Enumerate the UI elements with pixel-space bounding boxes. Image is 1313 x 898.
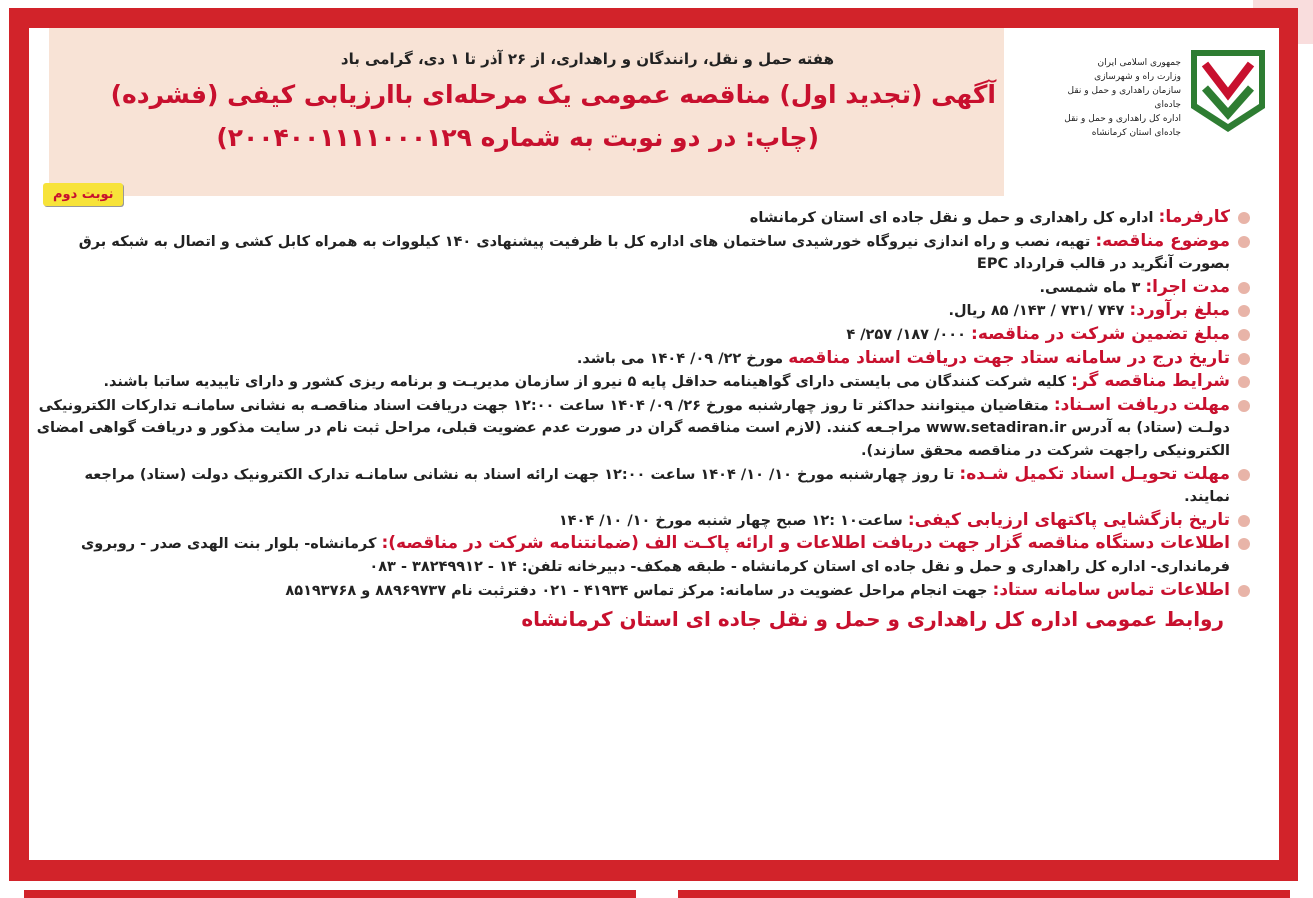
detail-label: مدت اجرا: — [1145, 276, 1230, 297]
org-line: جمهوری اسلامی ایران — [1097, 58, 1181, 68]
bullet-icon — [1238, 236, 1250, 248]
bullet-icon — [1238, 515, 1250, 527]
detail-value: جهت انجام مراحل عضویت در سامانه: مرکز تماس ۴۱۹۳۴ - ۰۲۱ دفترثبت نام ۸۸۹۶۹۷۳۷ و ۸۵۱۹۳۷۶۸ — [285, 582, 988, 599]
detail-value: مورخ ۲۲/ ۰۹/ ۱۴۰۴ می باشد. — [576, 350, 784, 367]
bullet-icon — [1238, 400, 1250, 412]
bullet-icon — [1238, 282, 1250, 294]
public-relations-signature: روابط عمومی اداره کل راهداری و حمل و نقل جاده ای استان کرمانشاه — [521, 607, 1224, 632]
bullet-icon — [1238, 376, 1250, 388]
org-line: وزارت راه و شهرسازی — [1094, 72, 1181, 82]
bullet-icon — [1238, 329, 1250, 341]
detail-value: تا روز چهارشنبه مورخ ۱۰/ ۱۰/ ۱۴۰۴ ساعت ۱۲:۰۰ جهت ارائه اسناد به نشانی سامانـه تدارک الکترونیک دولت (ستاد) مراجعه نمایند. — [84, 466, 1230, 506]
week-greeting: هفته حمل و نقل، رانندگان و راهداری، از ۲۶ آذر تا ۱ دی، گرامی باد — [340, 50, 834, 68]
detail-label: شرایط مناقصه گر: — [1071, 371, 1230, 392]
bullet-icon — [1238, 353, 1250, 365]
bullet-icon — [1238, 305, 1250, 317]
detail-label: تاریخ درج در سامانه ستاد جهت دریافت اسناد مناقصه — [788, 347, 1230, 368]
detail-guarantee — [34, 323, 1254, 347]
detail-contact-info — [34, 532, 1254, 578]
org-line: سازمان راهداری و حمل و نقل جاده‌ای — [1067, 86, 1181, 110]
detail-label: اطلاعات دستگاه مناقصه گزار جهت دریافت اطلاعات و ارائه پاکـت الف (ضمانتنامه شرکت در مناقصه): — [381, 533, 1230, 554]
organization-names — [1051, 56, 1181, 140]
detail-document-deadline — [34, 394, 1254, 463]
detail-publish-date — [34, 347, 1254, 371]
detail-label: تاریخ بازگشایی پاکتهای ارزیابی کیفی: — [907, 509, 1230, 530]
detail-submission-deadline — [34, 463, 1254, 509]
detail-subject — [34, 230, 1254, 276]
ad-title: آگهی (تجدید اول) مناقصه عمومی یک مرحله‌ای باارزیابی کیفی (فشرده) — [110, 80, 996, 109]
tender-details — [34, 206, 1254, 631]
detail-label: اطلاعات تماس سامانه ستاد: — [992, 579, 1230, 600]
print-number: (چاپ: در دو نوبت به شماره ۲۰۰۴۰۰۱۱۱۱۰۰۰۱۲۹) — [216, 123, 819, 152]
detail-label: کارفرما: — [1158, 207, 1230, 227]
ministry-logo-icon — [1187, 48, 1269, 134]
detail-value: ۰۰۰/ ۱۸۷/ ۲۵۷/ ۴ — [846, 326, 966, 343]
detail-estimate — [34, 299, 1254, 323]
detail-label: مهلت دریافت اسـناد: — [1053, 394, 1230, 415]
bullet-icon — [1238, 212, 1250, 224]
org-line: اداره کل راهداری و حمل و نقل جاده‌ای استان کرمانشاه — [1064, 114, 1181, 138]
detail-value: تهیه، نصب و راه اندازی نیروگاه خورشیدی ساختمان های اداره کل با ظرفیت پیشنهادی ۱۴۰ کیلووات به همراه کابل کشی و اتصال به شبکه برق بصورت آنگرید در قالب قرارداد EPC — [78, 233, 1230, 273]
detail-value: ساعت۱۰ :۱۲ صبح چهار شنبه مورخ ۱۰/ ۱۰/ ۱۴۰۴ — [558, 512, 903, 529]
header-box — [49, 28, 1004, 196]
detail-label: مهلت تحویـل اسناد تکمیل شـده: — [959, 463, 1230, 484]
detail-value: ۷۴۷ /۷۳۱ / ۱۴۳/ ۸۵ ریال. — [948, 303, 1125, 320]
detail-employer — [34, 206, 1254, 230]
second-round-badge: نوبت دوم — [43, 183, 123, 206]
bottom-divider-left — [24, 890, 636, 898]
detail-value: ۳ ماه شمسی. — [1039, 279, 1141, 296]
bullet-icon — [1238, 469, 1250, 481]
detail-label: موضوع مناقصه: — [1095, 230, 1230, 251]
detail-label: مبلغ تضمین شرکت در مناقصه: — [971, 323, 1230, 344]
detail-value: متقاضیان میتوانند حداکثر تا روز چهارشنبه مورخ ۲۶/ ۰۹/ ۱۴۰۴ ساعت ۱۲:۰۰ جهت دریافت اسناد مناقصـه به نشانی سامانـه تدارکات الکترونیکی دولـت (ستاد) به آدرس www.setadiran.ir مراجـعه کنند. (لازم است مناقصه گران در صورت عدم عضویت قبلی، مراحل ثبت نام در سایت مذکور و دریافت گواهی امضای الکترونیکی راجهت شرکت در مناقصه محقق سازند). — [36, 397, 1230, 459]
bottom-divider-right — [678, 890, 1290, 898]
bullet-icon — [1238, 585, 1250, 597]
detail-value: کلیه شرکت کنندگان می بایستی دارای گواهینامه حداقل پایه ۵ نیرو از سازمان مدیریـت و برنامه ریزی کشور و دارای تاییدیه ساتبا باشند. — [103, 374, 1067, 391]
bullet-icon — [1238, 538, 1250, 550]
detail-conditions — [34, 370, 1254, 394]
detail-label: مبلغ برآورد: — [1129, 300, 1230, 321]
detail-setad-contact — [34, 579, 1254, 603]
detail-value: کرمانشاه- بلوار بنت الهدی صدر - روبروی فرمانداری- اداره کل راهداری و حمل و نقل جاده ای استان کرمانشاه - طبقه همکف- دبیرخانه تلفن: ۱۴ - ۳۸۲۴۹۹۱۲ - ۰۸۳ — [80, 536, 1230, 575]
detail-value: اداره کل راهداری و حمل و نقل جاده ای استان کرمانشاه — [749, 210, 1154, 226]
detail-opening-date — [34, 509, 1254, 533]
detail-duration — [34, 276, 1254, 300]
